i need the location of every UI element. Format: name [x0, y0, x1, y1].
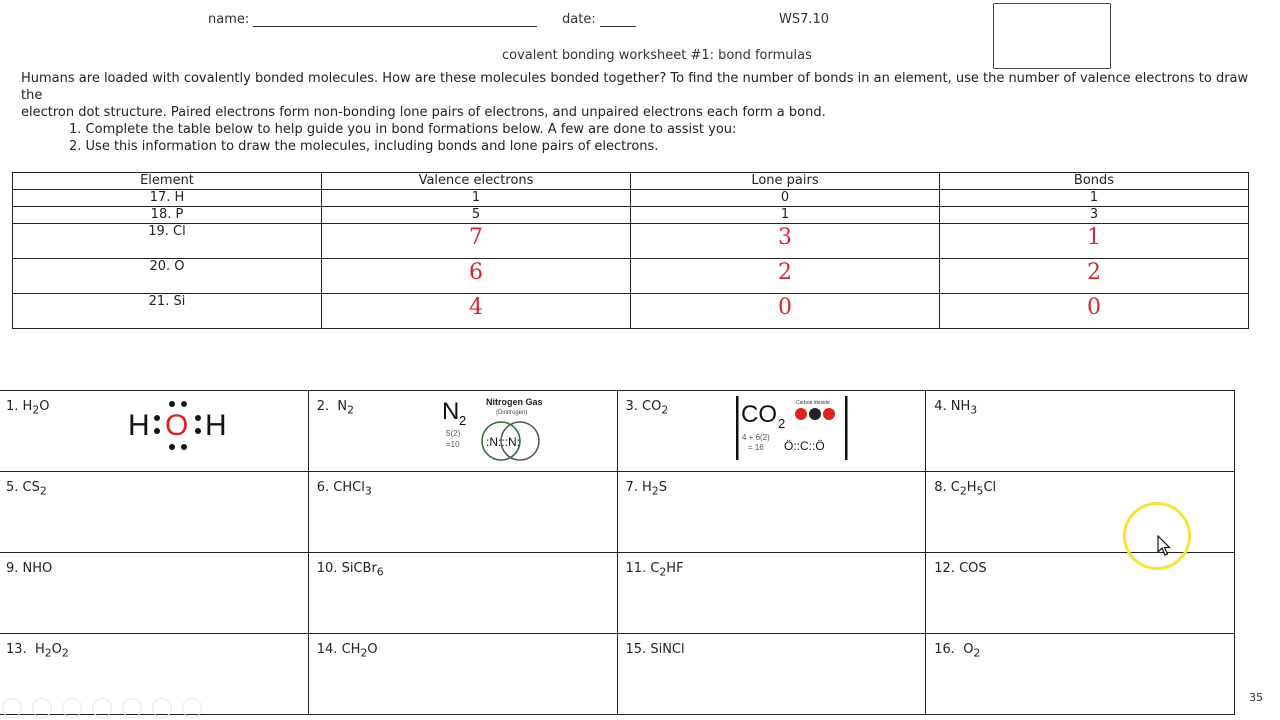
molecule-cell-14[interactable]	[308, 634, 617, 715]
intro-text	[21, 70, 1261, 155]
water-lewis-diagram	[124, 391, 236, 467]
svg-text:2: 2	[458, 413, 466, 428]
molecule-cell-1[interactable]	[0, 391, 308, 472]
molecule-cell-2[interactable]	[308, 391, 617, 472]
handwritten-answer: 2	[1087, 260, 1101, 285]
table-row	[13, 207, 1249, 224]
table-row	[13, 294, 1249, 329]
water-dot-structure	[124, 391, 236, 467]
header-valence: Valence electrons	[322, 173, 631, 190]
table-row	[13, 190, 1249, 207]
handwritten-answer: 0	[1087, 295, 1101, 320]
slides-grid-button[interactable]	[92, 698, 112, 718]
nitrogen-gas-diagram	[440, 393, 552, 469]
cell-lone-pairs: 0	[631, 190, 940, 207]
next-slide-button[interactable]	[32, 698, 52, 718]
molecule-label: 2. $N_2$	[316, 399, 355, 417]
svg-text:H: H	[128, 409, 150, 442]
svg-text:= 16: = 16	[747, 443, 764, 452]
svg-text:O: O	[165, 409, 189, 442]
molecule-label: 4. $NH_3$	[934, 399, 978, 417]
pen-tool-button[interactable]	[62, 698, 82, 718]
prev-slide-button[interactable]	[2, 698, 22, 718]
molecule-label: 1. $H_2O$	[6, 399, 50, 417]
molecule-row	[0, 391, 1235, 472]
molecule-label: 15. SiNCl	[625, 642, 685, 657]
element-table	[12, 172, 1249, 329]
svg-text:4 + 6(2): 4 + 6(2)	[741, 433, 770, 442]
molecule-row	[0, 553, 1235, 634]
cell-lone-pairs: 1	[631, 207, 940, 224]
molecule-cell-4[interactable]	[926, 391, 1235, 472]
cell-bonds[interactable]	[940, 294, 1249, 329]
cell-element: 18. P	[13, 207, 322, 224]
handwritten-answer: 7	[469, 225, 483, 250]
cell-valence: 1	[322, 190, 631, 207]
molecule-label: 10. SiCBr$_6$	[316, 561, 384, 579]
header-element: Element	[13, 173, 322, 190]
table-row	[13, 259, 1249, 294]
table-header-row	[13, 173, 1249, 190]
svg-text:Ö::C::Ö: Ö::C::Ö	[783, 439, 825, 453]
svg-text:=10: =10	[445, 440, 460, 449]
name-blank[interactable]	[253, 12, 537, 27]
svg-text:Carbon dioxide: Carbon dioxide	[795, 400, 830, 406]
molecule-cell-3[interactable]	[617, 391, 926, 472]
molecule-label: 5. $CS_2$	[6, 480, 47, 498]
molecule-cell-10[interactable]	[308, 553, 617, 634]
molecule-label: 9. NHO	[6, 561, 53, 576]
molecule-cell-12[interactable]	[926, 553, 1235, 634]
molecule-label: 14. $CH_2O$	[316, 642, 378, 660]
cell-bonds[interactable]	[940, 224, 1249, 259]
molecule-label: 6. CHCl$_3$	[316, 480, 372, 498]
molecule-label: 13. $H_2O_2$	[6, 642, 69, 660]
date-blank[interactable]	[600, 12, 636, 27]
handwritten-answer: 1	[1087, 225, 1101, 250]
name-field[interactable]	[208, 12, 537, 27]
intro-line-1: Humans are loaded with covalently bonded molecules. How are these molecules bonded together? To find the number of bonds in an element, use the number of valence electrons to draw the	[21, 71, 1249, 103]
molecule-cell-7[interactable]	[617, 472, 926, 553]
cell-lone-pairs[interactable]	[631, 259, 940, 294]
subtitle-button[interactable]	[152, 698, 172, 718]
handwritten-answer: 0	[778, 295, 792, 320]
header-bonds: Bonds	[940, 173, 1249, 190]
molecule-row	[0, 472, 1235, 553]
carbon-dioxide-diagram	[734, 394, 850, 462]
cell-valence: 5	[322, 207, 631, 224]
molecule-label: 16. $O_2$	[934, 642, 981, 660]
svg-text::N:::N:: :N:::N:	[485, 435, 520, 449]
page-title: covalent bonding worksheet #1: bond formulas	[502, 48, 812, 63]
score-box[interactable]	[993, 3, 1111, 69]
handwritten-answer: 3	[778, 225, 792, 250]
cell-lone-pairs[interactable]	[631, 224, 940, 259]
slide-number: 35	[1249, 691, 1263, 704]
step-2: 2. Use this information to draw the molecules, including bonds and lone pairs of electrons.	[69, 139, 659, 154]
cell-valence[interactable]	[322, 294, 631, 329]
zoom-button[interactable]	[122, 698, 142, 718]
molecule-label: 7. $H_2S$	[625, 480, 667, 498]
cell-bonds[interactable]	[940, 259, 1249, 294]
svg-text:N: N	[441, 398, 460, 425]
svg-text:5(2): 5(2)	[445, 429, 460, 438]
name-label: name:	[208, 12, 250, 27]
molecule-cell-6[interactable]	[308, 472, 617, 553]
molecule-label: 12. COS	[934, 561, 987, 576]
cell-valence[interactable]	[322, 224, 631, 259]
nitrogen-dot-structure	[440, 393, 552, 469]
svg-text:2: 2	[777, 416, 785, 431]
date-label: date:	[562, 12, 596, 27]
table-row	[13, 224, 1249, 259]
handwritten-answer: 4	[469, 295, 483, 320]
molecule-label: 11. $C_2HF$	[625, 561, 684, 579]
mouse-pointer-icon	[1157, 535, 1171, 557]
molecule-cell-9[interactable]	[0, 553, 308, 634]
molecule-label: 3. $CO_2$	[625, 399, 669, 417]
cell-element: 21. Si	[13, 294, 322, 329]
handwritten-answer: 6	[469, 260, 483, 285]
molecule-cell-5[interactable]	[0, 472, 308, 553]
cell-bonds: 3	[940, 207, 1249, 224]
co2-dot-structure	[734, 394, 850, 462]
handwritten-answer: 2	[778, 260, 792, 285]
svg-text:(Dinitrogen): (Dinitrogen)	[495, 410, 528, 416]
molecule-grid	[0, 390, 1235, 715]
molecule-cell-11[interactable]	[617, 553, 926, 634]
cell-lone-pairs[interactable]	[631, 294, 940, 329]
molecule-label: 8. $C_2H_5Cl$	[934, 480, 997, 498]
intro-line-2: electron dot structure. Paired electrons form non-bonding lone pairs of electrons, and unpaired electrons each form a bond.	[21, 105, 826, 120]
svg-text:H: H	[205, 409, 227, 442]
step-1: 1. Complete the table below to help guide you in bond formations below. A few are done to assist you:	[69, 122, 737, 137]
worksheet-code: WS7.10	[779, 12, 830, 27]
header-lone-pairs: Lone pairs	[631, 173, 940, 190]
molecule-cell-15[interactable]	[617, 634, 926, 715]
svg-text:Nitrogen Gas: Nitrogen Gas	[485, 397, 543, 407]
cell-valence[interactable]	[322, 259, 631, 294]
cell-element: 17. H	[13, 190, 322, 207]
molecule-cell-16[interactable]	[926, 634, 1235, 715]
cell-element: 20. O	[13, 259, 322, 294]
cell-element: 19. Cl	[13, 224, 322, 259]
more-options-button[interactable]	[182, 698, 202, 718]
cell-bonds: 1	[940, 190, 1249, 207]
svg-text:CO: CO	[740, 401, 777, 428]
date-field[interactable]	[562, 12, 636, 27]
